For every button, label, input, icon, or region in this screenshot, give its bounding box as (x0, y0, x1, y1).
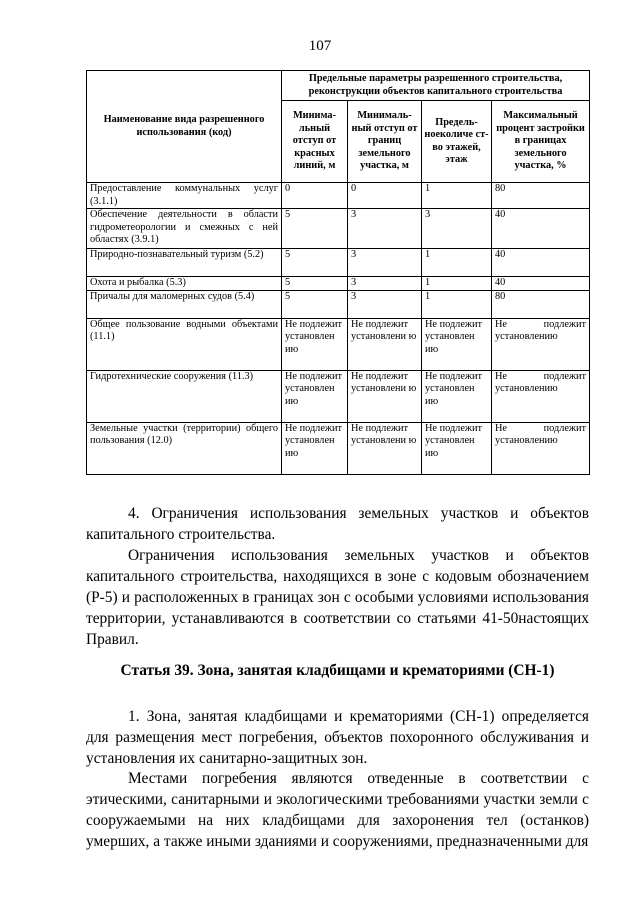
cell-value: Не подлежит установлен ию (422, 370, 492, 422)
cell-usage-name: Земельные участки (территории) общего пользования (12.0) (87, 422, 282, 474)
table-row (87, 209, 590, 249)
cell-value: Не подлежит установлен ию (282, 370, 348, 422)
cell-value: Не подлежит установлени ю (348, 318, 422, 370)
cell-value: 5 (282, 290, 348, 318)
cell-usage-name: Обеспечение деятельности в области гидрометеорологии и смежных с ней областях (3.9.1) (87, 209, 282, 249)
cell-value: 1 (422, 249, 492, 277)
cell-value: 5 (282, 209, 348, 249)
article-paragraph-2: Местами погребения являются отведенные в соответствии с этическими, санитарными и экологическими требованиями участки земли с сооружаемыми на них кладбищами для захоронения тел (останков) умерших, а также иными зданиями и сооружениями, предназначенными для (86, 770, 589, 850)
table-row (87, 249, 590, 277)
cell-value: 40 (492, 249, 590, 277)
cell-value: Не подлежит установлени ю (348, 422, 422, 474)
header-usage-name: Наименование вида разрешенного использования (код) (87, 71, 282, 183)
cell-value: 40 (492, 209, 590, 249)
cell-value: 3 (348, 249, 422, 277)
section-4-body-paragraph: Ограничения использования земельных участков и объектов капитального строительства, находящихся в зоне с кодовым обозначением (Р-5) и расположенных в границах зон с особыми условиями использования территории, устанавливаются в соответствии со статьями 41-50настоящих Правил. (86, 547, 589, 648)
cell-value: Не подлежит установлен ию (282, 422, 348, 474)
cell-value: Не подлежит установлению (492, 370, 590, 422)
article-title: Статья 39. Зона, занятая кладбищами и крематориями (СН-1) (120, 662, 555, 679)
cell-value: 80 (492, 290, 590, 318)
cell-usage-name: Гидротехнические сооружения (11.3) (87, 370, 282, 422)
cell-usage-name: Предоставление коммунальных услуг (3.1.1) (87, 183, 282, 209)
cell-usage-name: Причалы для маломерных судов (5.4) (87, 290, 282, 318)
cell-value: 3 (348, 277, 422, 291)
cell-usage-name: Охота и рыбалка (5.3) (87, 277, 282, 291)
header-parameters-group: Предельные параметры разрешенного строительства, реконструкции объектов капитального строительства (282, 71, 590, 101)
article-paragraph-1: 1. Зона, занятая кладбищами и крематориями (СН-1) определяется для размещения мест погребения, объектов похоронного обслуживания и установления их санитарно-защитных зон. (86, 708, 589, 767)
cell-value: 0 (348, 183, 422, 209)
cell-value: 80 (492, 183, 590, 209)
cell-value: 5 (282, 277, 348, 291)
cell-value: 3 (348, 290, 422, 318)
cell-value: Не подлежит установлени ю (348, 370, 422, 422)
cell-value: 0 (282, 183, 348, 209)
table-row (87, 370, 590, 422)
table-row (87, 183, 590, 209)
cell-value: 5 (282, 249, 348, 277)
cell-value: Не подлежит установлению (492, 318, 590, 370)
cell-value: 3 (422, 209, 492, 249)
cell-value: Не подлежит установлен ию (282, 318, 348, 370)
cell-value: 1 (422, 183, 492, 209)
parameters-table (86, 70, 590, 475)
header-col-boundary: Минималь-ный отступ от границ земельного участка, м (348, 101, 422, 183)
cell-value: 40 (492, 277, 590, 291)
cell-usage-name: Природно-познавательный туризм (5.2) (87, 249, 282, 277)
header-col-coverage: Максимальный процент застройки в границах земельного участка, % (492, 101, 590, 183)
cell-value: 1 (422, 277, 492, 291)
section-4-heading-paragraph: 4. Ограничения использования земельных участков и объектов капитального строительства. (86, 505, 589, 543)
cell-value: Не подлежит установлен ию (422, 318, 492, 370)
cell-value: 1 (422, 290, 492, 318)
header-col-floors: Предель-ноеколиче ст-во этажей, этаж (422, 101, 492, 183)
cell-value: Не подлежит установлению (492, 422, 590, 474)
cell-usage-name: Общее пользование водными объектами (11.1) (87, 318, 282, 370)
table-row (87, 318, 590, 370)
cell-value: 3 (348, 209, 422, 249)
table-row (87, 422, 590, 474)
table-row (87, 277, 590, 291)
cell-value: Не подлежит установлен ию (422, 422, 492, 474)
table-row (87, 290, 590, 318)
header-col-red-lines: Минима-льный отступ от красных линий, м (282, 101, 348, 183)
page-number: 107 (308, 38, 332, 54)
